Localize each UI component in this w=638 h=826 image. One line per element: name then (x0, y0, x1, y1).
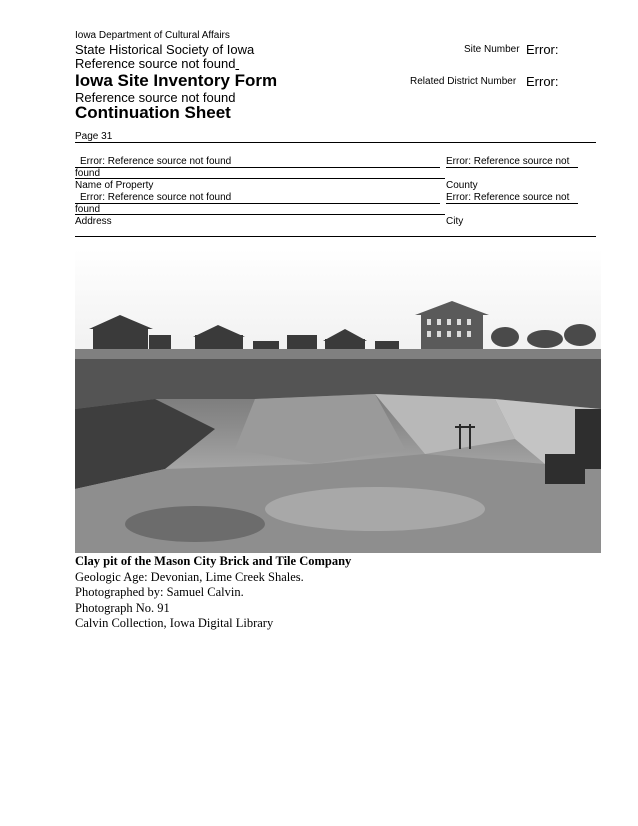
city-value: Error: Reference source not (446, 192, 570, 203)
county-value: Error: Reference source not (446, 156, 570, 167)
clay-pit-photo (75, 249, 601, 553)
property-wrap-underline (75, 178, 445, 179)
city-label: City (446, 216, 464, 227)
photo-caption (75, 554, 351, 632)
reference-error-2: Reference source not found (75, 90, 236, 105)
page-number: Page 31 (75, 131, 113, 142)
caption-photo-number: Photograph No. 91 (75, 600, 170, 615)
address-value: Error: Reference source not found (80, 192, 232, 203)
address-value-wrap: found (75, 204, 101, 215)
property-label: Name of Property (75, 180, 154, 191)
reference-error-1-underline (235, 56, 239, 71)
address-label: Address (75, 216, 112, 227)
related-district-label: Related District Number (410, 76, 517, 87)
department-name: Iowa Department of Cultural Affairs (75, 30, 230, 41)
address-underline (75, 203, 440, 204)
city-underline (446, 203, 578, 204)
address-wrap-underline (75, 214, 445, 215)
caption-collection: Calvin Collection, Iowa Digital Library (75, 616, 274, 630)
form-title: Iowa Site Inventory Form (75, 71, 278, 90)
county-label: County (446, 180, 478, 191)
section-rule (75, 236, 596, 237)
reference-error-1 (75, 56, 239, 71)
page-rule (75, 142, 596, 143)
society-name: State Historical Society of Iowa (75, 42, 255, 57)
caption-title: Clay pit of the Mason City Brick and Tile Company (75, 554, 352, 568)
reference-error-1-text: Reference source not found (75, 56, 236, 71)
sheet-title: Continuation Sheet (75, 103, 231, 122)
property-underline (75, 167, 440, 168)
site-number-value: Error: (526, 42, 559, 57)
caption-geologic-age: Geologic Age: Devonian, Lime Creek Shales. (75, 569, 304, 584)
clay-pit-photo-svg (75, 249, 601, 553)
property-value-wrap: found (75, 168, 101, 179)
site-number-label: Site Number (464, 44, 520, 55)
related-district-value: Error: (526, 74, 559, 89)
caption-photographer: Photographed by: Samuel Calvin. (75, 585, 244, 599)
property-value: Error: Reference source not found (80, 156, 232, 167)
county-underline (446, 167, 578, 168)
